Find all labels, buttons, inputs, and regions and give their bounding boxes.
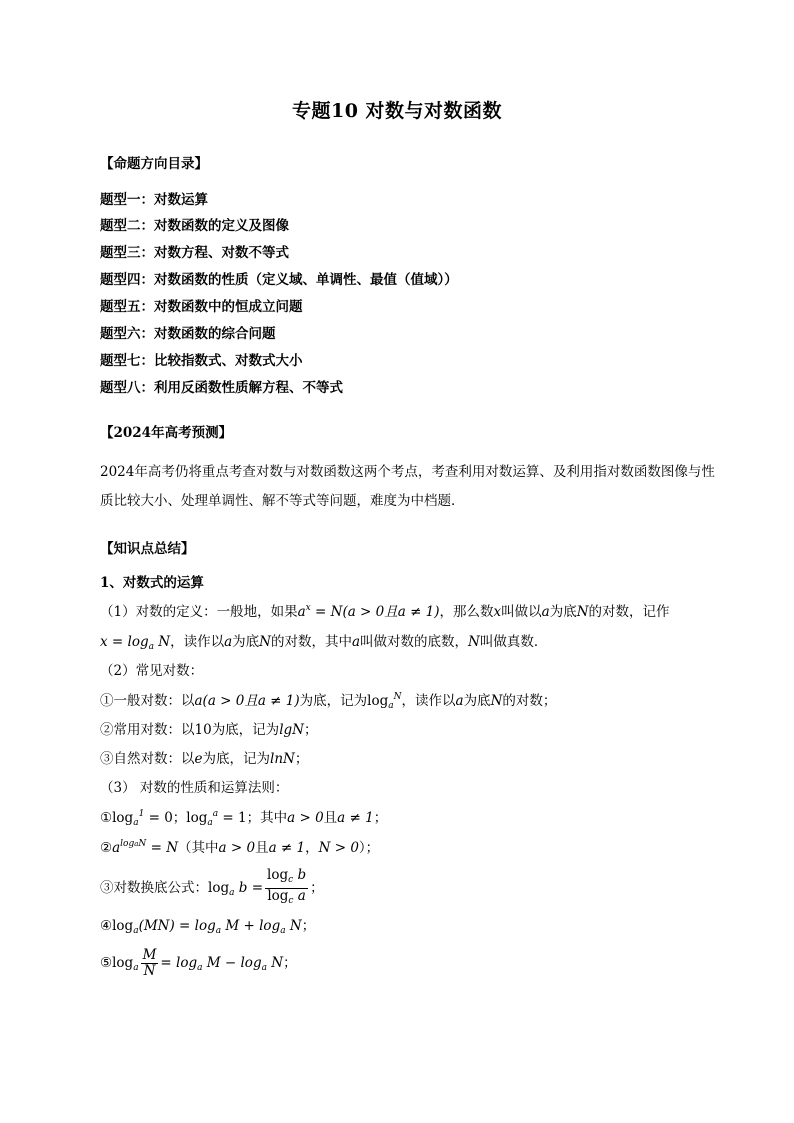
formula	[298, 604, 440, 620]
math-expr: log	[208, 880, 230, 896]
math-expr: log	[112, 918, 134, 934]
numerator	[265, 868, 308, 889]
text: ②	[100, 840, 113, 856]
math-expr: = N	[146, 840, 179, 856]
common-log-item-2	[100, 718, 317, 738]
text: ；其中	[246, 810, 288, 826]
text: （其中	[178, 840, 219, 856]
property-2	[100, 836, 379, 856]
formula: lnN	[270, 751, 295, 767]
math-sub: a	[261, 963, 267, 973]
math-var: e	[194, 751, 203, 767]
math-sup: N	[393, 692, 402, 702]
math-expr: log	[267, 867, 289, 883]
formula: a ≠ 1	[337, 810, 374, 826]
toc-item: 题型二：对数函数的定义及图像	[100, 218, 289, 234]
toc-item: 题型三：对数方程、对数不等式	[100, 245, 289, 261]
math-var: N	[153, 634, 171, 650]
math-var: N	[285, 918, 302, 934]
text: ；	[283, 955, 297, 971]
math-var: a	[455, 693, 464, 709]
formula	[112, 810, 173, 826]
math-var: N	[576, 604, 589, 620]
formula	[186, 810, 246, 826]
formula: a ≠ 1	[268, 840, 306, 856]
formula	[112, 918, 302, 934]
text: 的对数，其中	[270, 634, 352, 650]
numerator: M	[142, 947, 157, 963]
text: ③对数换底公式：	[100, 880, 208, 896]
math-sub: a	[148, 642, 154, 652]
math-sub: a	[133, 818, 139, 828]
math-var: a	[351, 634, 361, 650]
math-sup: 1	[138, 809, 145, 819]
fraction	[141, 948, 159, 979]
math-sup: a	[212, 809, 219, 819]
formula	[208, 867, 310, 906]
math-sub: a	[229, 888, 235, 898]
math-expr: log	[367, 693, 389, 709]
math-sub: a	[388, 701, 394, 711]
math-sup: N	[138, 839, 147, 849]
text: ⑤	[100, 955, 113, 971]
forecast-paragraph: 2024年高考仍将重点考查对数与对数函数这两个考点，考查利用对数运算、及利用指对数函数图像与性质比较大小、处理单调性、解不等式等问题，难度为中档题．	[100, 464, 715, 509]
text: ，读作以	[401, 693, 456, 709]
math-sub: c	[288, 875, 294, 885]
text: 为底，记为	[211, 722, 280, 738]
common-log-heading: （2）常见对数：	[100, 663, 204, 679]
text: ①	[100, 810, 113, 826]
text: 为底	[232, 634, 260, 650]
math-expr: = N(a > 0且a ≠ 1)	[310, 604, 440, 620]
math-expr: = 1	[218, 810, 247, 826]
text: 的对数，记作	[588, 604, 670, 620]
math-sub: a	[197, 963, 203, 973]
text: ②常用对数：以	[100, 722, 195, 738]
math-sub: a	[215, 926, 222, 936]
text: ④	[100, 918, 113, 934]
math-sub: c	[288, 896, 294, 906]
math-var: a	[541, 604, 550, 620]
math-expr: x = log	[100, 634, 149, 650]
properties-heading: （3） 对数的性质和运算法则：	[100, 780, 289, 796]
math-sub: a	[207, 818, 213, 828]
math-expr: = log	[160, 955, 198, 971]
text: ；	[172, 810, 187, 826]
text: ③自然对数：以	[100, 751, 195, 767]
property-1	[100, 806, 387, 828]
math-sub: a	[280, 926, 286, 936]
formula: a > 0	[218, 840, 256, 856]
text: ；	[301, 918, 316, 934]
formula	[112, 947, 284, 979]
text: ①一般对数：以	[100, 693, 195, 709]
property-5	[100, 948, 297, 979]
page-title: 专题10 对数与对数函数	[291, 100, 503, 122]
toc-item: 题型六：对数函数的综合问题	[100, 326, 276, 342]
toc-item: 题型八：利用反函数性质解方程、不等式	[100, 380, 343, 396]
property-3	[100, 868, 324, 909]
text: ，读作以	[170, 634, 225, 650]
math-expr: M − log	[202, 955, 262, 971]
math-expr: log	[112, 810, 134, 826]
text: ；	[373, 810, 388, 826]
definition-line-1	[100, 600, 670, 620]
math-expr: log	[186, 810, 208, 826]
denominator	[265, 889, 308, 909]
text: ）；	[358, 840, 380, 856]
text: 且	[323, 810, 338, 826]
text: ；	[294, 751, 309, 767]
math-var: x	[493, 604, 502, 620]
formula: lgN	[279, 722, 304, 738]
math-var: N	[259, 634, 271, 650]
text: 为底	[549, 604, 577, 620]
toc-item: 题型七：比较指数式、对数式大小	[100, 353, 303, 369]
math-sub: a	[134, 840, 139, 848]
math-expr: (MN) = log	[138, 918, 216, 934]
math-sub: a	[133, 963, 139, 973]
text: 且	[255, 840, 269, 856]
toc-item: 题型一：对数运算	[100, 192, 208, 208]
toc-header: 【命题方向目录】	[100, 156, 208, 172]
summary-header: 【知识点总结】	[100, 541, 195, 557]
fraction	[265, 868, 308, 909]
property-4	[100, 914, 315, 936]
formula: N > 0	[318, 840, 359, 856]
denominator: N	[143, 963, 156, 979]
text: ；	[310, 880, 324, 896]
toc-item: 题型四：对数函数的性质（定义域、单调性、最值（值域））	[100, 272, 458, 288]
text: 叫做对数的底数，	[360, 634, 469, 650]
text: 的对数；	[502, 693, 557, 709]
math-expr: M + log	[221, 918, 281, 934]
text: ，	[305, 840, 319, 856]
math-expr: log	[112, 955, 134, 971]
math-sup: x	[305, 603, 311, 613]
subsection-heading: 1、对数式的运算	[100, 575, 204, 591]
math-expr: b =	[238, 880, 264, 896]
math-var: a	[112, 840, 121, 856]
common-log-item-3	[100, 747, 308, 767]
definition-line-2	[100, 630, 547, 652]
math-var: N	[266, 955, 284, 971]
toc-item: 题型五：对数函数中的恒成立问题	[100, 299, 303, 315]
math-var: a	[293, 888, 306, 904]
math-expr: log	[267, 888, 289, 904]
text: 为底	[463, 693, 491, 709]
formula	[112, 840, 178, 856]
common-log-item-1	[100, 689, 556, 711]
text: ；	[303, 722, 318, 738]
text: （1）对数的定义：一般地，如果	[100, 604, 298, 620]
math-sub: a	[133, 926, 139, 936]
text: 为底，记为	[299, 693, 368, 709]
text: ，那么数	[439, 604, 494, 620]
math-sup: log	[120, 839, 135, 849]
math-expr: = 0	[144, 810, 173, 826]
formula: a > 0	[287, 810, 324, 826]
forecast-header: 【2024年高考预测】	[100, 425, 233, 441]
formula	[367, 693, 401, 709]
math-var: N	[468, 634, 480, 650]
math-var: b	[293, 867, 307, 883]
text: 叫做真数．	[479, 634, 548, 650]
math-var: a	[297, 604, 306, 620]
math-var: a	[224, 634, 233, 650]
text: 叫做以	[501, 604, 542, 620]
formula: a(a > 0且a ≠ 1)	[194, 693, 300, 709]
formula	[100, 634, 170, 650]
math-number: 10	[194, 722, 212, 738]
text: 为底，记为	[202, 751, 270, 767]
math-var: N	[490, 693, 503, 709]
